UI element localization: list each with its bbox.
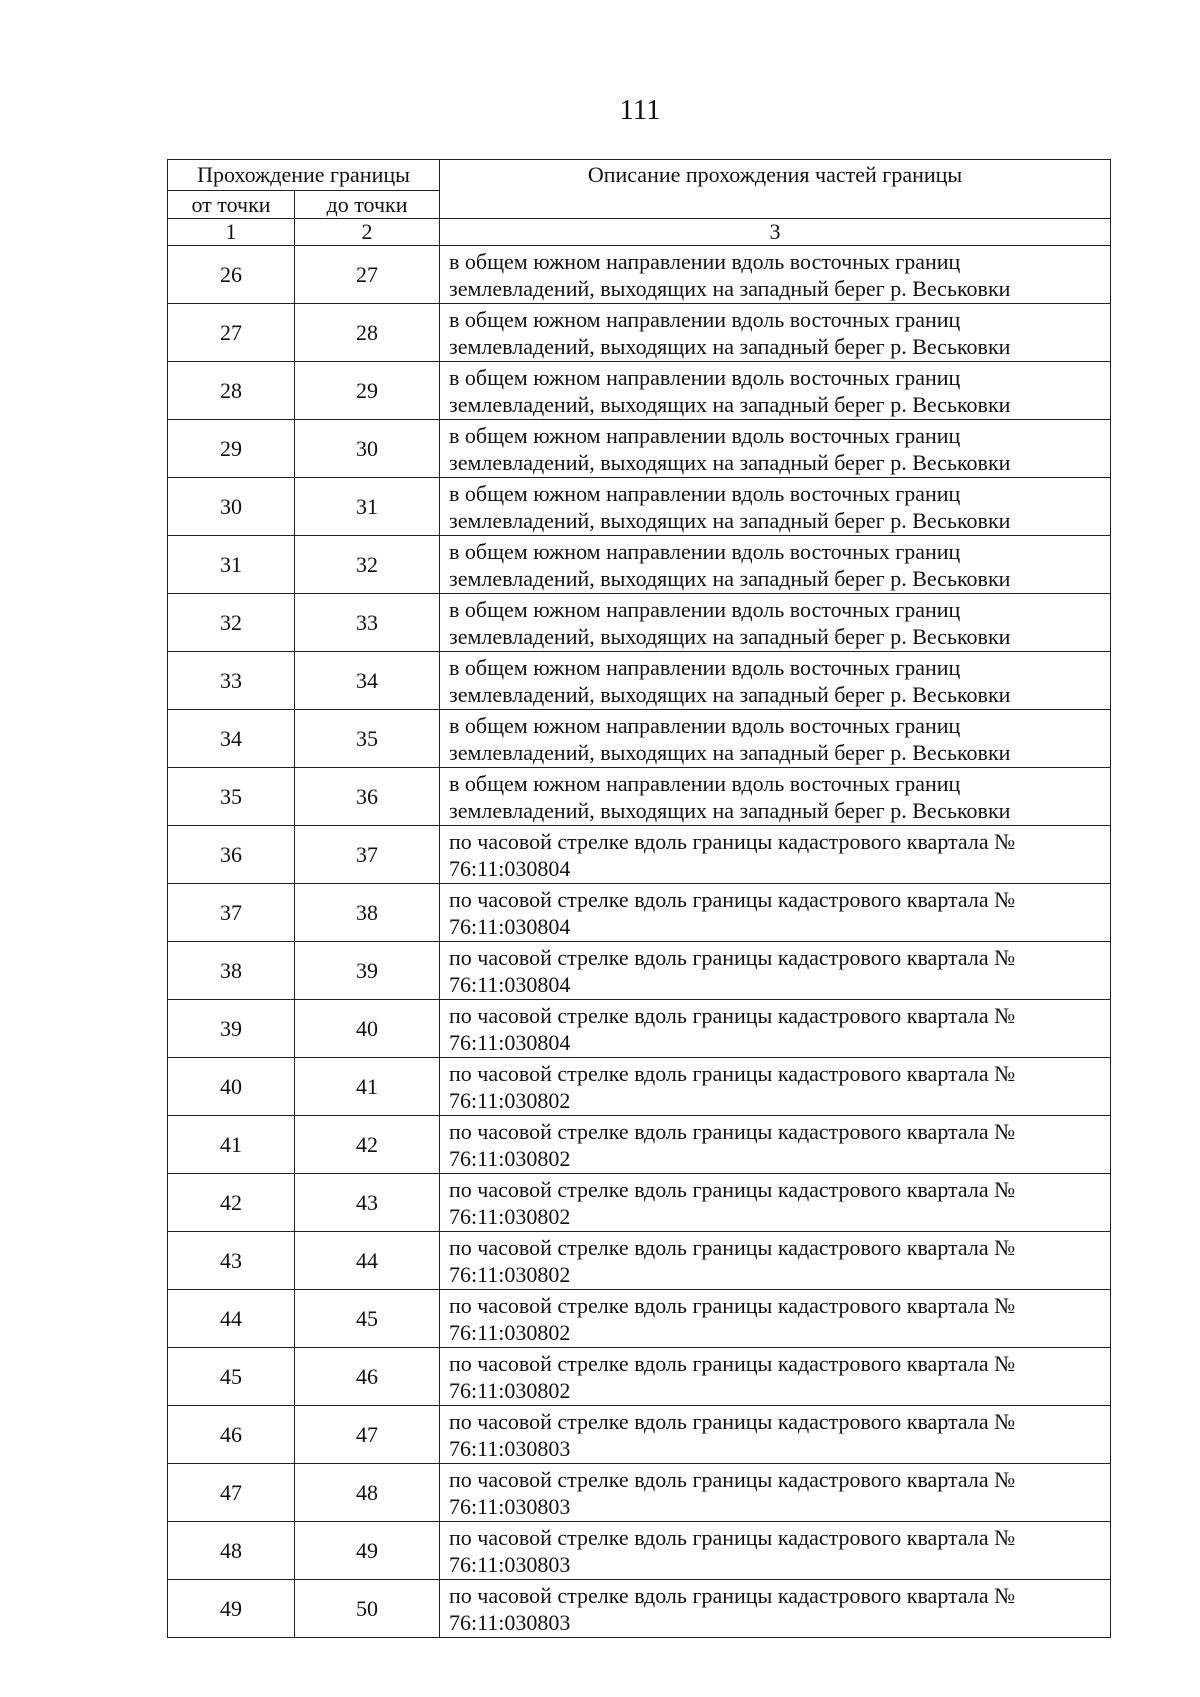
description-cell: в общем южном направлении вдоль восточных границ землевладений, выходящих на западный берег р. Веськовки	[440, 768, 1111, 826]
table-row	[168, 1058, 1111, 1116]
to-point-cell: 29	[295, 362, 440, 420]
description-cell: в общем южном направлении вдоль восточных границ землевладений, выходящих на западный берег р. Веськовки	[440, 536, 1111, 594]
table-row	[168, 1174, 1111, 1232]
to-point-cell: 49	[295, 1522, 440, 1580]
page-number: 111	[619, 94, 661, 126]
table-row	[168, 884, 1111, 942]
from-point-cell: 48	[168, 1522, 295, 1580]
description-cell: по часовой стрелке вдоль границы кадастрового квартала № 76:11:030802	[440, 1348, 1111, 1406]
from-point-cell: 27	[168, 304, 295, 362]
to-point-cell: 37	[295, 826, 440, 884]
description-cell: в общем южном направлении вдоль восточных границ землевладений, выходящих на западный берег р. Веськовки	[440, 652, 1111, 710]
from-point-cell: 32	[168, 594, 295, 652]
from-point-cell: 41	[168, 1116, 295, 1174]
table-row	[168, 362, 1111, 420]
description-cell: в общем южном направлении вдоль восточных границ землевладений, выходящих на западный берег р. Веськовки	[440, 594, 1111, 652]
table-row	[168, 826, 1111, 884]
description-cell: в общем южном направлении вдоль восточных границ землевладений, выходящих на западный берег р. Веськовки	[440, 362, 1111, 420]
table-body	[168, 246, 1111, 1638]
from-point-cell: 36	[168, 826, 295, 884]
table-row	[168, 1232, 1111, 1290]
from-point-cell: 38	[168, 942, 295, 1000]
from-point-cell: 26	[168, 246, 295, 304]
table-row	[168, 1580, 1111, 1638]
from-point-cell: 42	[168, 1174, 295, 1232]
description-cell: в общем южном направлении вдоль восточных границ землевладений, выходящих на западный берег р. Веськовки	[440, 710, 1111, 768]
to-point-cell: 40	[295, 1000, 440, 1058]
to-point-cell: 44	[295, 1232, 440, 1290]
table-row	[168, 1290, 1111, 1348]
description-cell: по часовой стрелке вдоль границы кадастрового квартала № 76:11:030802	[440, 1174, 1111, 1232]
header-col-number-2: 2	[295, 219, 440, 246]
from-point-cell: 35	[168, 768, 295, 826]
description-cell: по часовой стрелке вдоль границы кадастрового квартала № 76:11:030803	[440, 1522, 1111, 1580]
table-row	[168, 652, 1111, 710]
from-point-cell: 28	[168, 362, 295, 420]
table-row	[168, 536, 1111, 594]
header-description: Описание прохождения частей границы	[440, 160, 1111, 219]
description-cell: в общем южном направлении вдоль восточных границ землевладений, выходящих на западный берег р. Веськовки	[440, 304, 1111, 362]
to-point-cell: 47	[295, 1406, 440, 1464]
description-cell: по часовой стрелке вдоль границы кадастрового квартала № 76:11:030804	[440, 1000, 1111, 1058]
from-point-cell: 37	[168, 884, 295, 942]
description-cell: в общем южном направлении вдоль восточных границ землевладений, выходящих на западный берег р. Веськовки	[440, 246, 1111, 304]
table-row	[168, 1000, 1111, 1058]
to-point-cell: 43	[295, 1174, 440, 1232]
to-point-cell: 50	[295, 1580, 440, 1638]
header-col-number-1: 1	[168, 219, 295, 246]
to-point-cell: 46	[295, 1348, 440, 1406]
table-row	[168, 420, 1111, 478]
from-point-cell: 45	[168, 1348, 295, 1406]
table-row	[168, 304, 1111, 362]
from-point-cell: 49	[168, 1580, 295, 1638]
table-row	[168, 1116, 1111, 1174]
from-point-cell: 31	[168, 536, 295, 594]
from-point-cell: 47	[168, 1464, 295, 1522]
to-point-cell: 48	[295, 1464, 440, 1522]
header-from-point: от точки	[168, 191, 295, 219]
to-point-cell: 41	[295, 1058, 440, 1116]
table-row	[168, 246, 1111, 304]
description-cell: по часовой стрелке вдоль границы кадастрового квартала № 76:11:030802	[440, 1116, 1111, 1174]
to-point-cell: 32	[295, 536, 440, 594]
description-cell: по часовой стрелке вдоль границы кадастрового квартала № 76:11:030804	[440, 942, 1111, 1000]
from-point-cell: 30	[168, 478, 295, 536]
header-col-number-3: 3	[440, 219, 1111, 246]
header-to-point: до точки	[295, 191, 440, 219]
to-point-cell: 34	[295, 652, 440, 710]
table-row	[168, 1464, 1111, 1522]
to-point-cell: 28	[295, 304, 440, 362]
table-row	[168, 594, 1111, 652]
table-header	[168, 160, 1111, 246]
from-point-cell: 39	[168, 1000, 295, 1058]
from-point-cell: 34	[168, 710, 295, 768]
description-cell: по часовой стрелке вдоль границы кадастрового квартала № 76:11:030804	[440, 826, 1111, 884]
table-row	[168, 478, 1111, 536]
to-point-cell: 30	[295, 420, 440, 478]
table-row	[168, 1522, 1111, 1580]
table-row	[168, 1406, 1111, 1464]
table-row	[168, 710, 1111, 768]
to-point-cell: 39	[295, 942, 440, 1000]
table-row	[168, 942, 1111, 1000]
description-cell: по часовой стрелке вдоль границы кадастрового квартала № 76:11:030802	[440, 1232, 1111, 1290]
description-cell: по часовой стрелке вдоль границы кадастрового квартала № 76:11:030803	[440, 1406, 1111, 1464]
to-point-cell: 31	[295, 478, 440, 536]
description-cell: в общем южном направлении вдоль восточных границ землевладений, выходящих на западный берег р. Веськовки	[440, 420, 1111, 478]
from-point-cell: 46	[168, 1406, 295, 1464]
from-point-cell: 40	[168, 1058, 295, 1116]
to-point-cell: 36	[295, 768, 440, 826]
to-point-cell: 45	[295, 1290, 440, 1348]
table-row	[168, 768, 1111, 826]
description-cell: по часовой стрелке вдоль границы кадастрового квартала № 76:11:030803	[440, 1580, 1111, 1638]
from-point-cell: 33	[168, 652, 295, 710]
to-point-cell: 38	[295, 884, 440, 942]
description-cell: по часовой стрелке вдоль границы кадастрового квартала № 76:11:030804	[440, 884, 1111, 942]
to-point-cell: 35	[295, 710, 440, 768]
to-point-cell: 42	[295, 1116, 440, 1174]
description-cell: по часовой стрелке вдоль границы кадастрового квартала № 76:11:030802	[440, 1058, 1111, 1116]
from-point-cell: 29	[168, 420, 295, 478]
from-point-cell: 43	[168, 1232, 295, 1290]
from-point-cell: 44	[168, 1290, 295, 1348]
description-cell: в общем южном направлении вдоль восточных границ землевладений, выходящих на западный берег р. Веськовки	[440, 478, 1111, 536]
to-point-cell: 33	[295, 594, 440, 652]
table-row	[168, 1348, 1111, 1406]
description-cell: по часовой стрелке вдоль границы кадастрового квартала № 76:11:030802	[440, 1290, 1111, 1348]
boundary-table	[167, 159, 1111, 1638]
description-cell: по часовой стрелке вдоль границы кадастрового квартала № 76:11:030803	[440, 1464, 1111, 1522]
header-boundary-group: Прохождение границы	[168, 160, 440, 191]
to-point-cell: 27	[295, 246, 440, 304]
